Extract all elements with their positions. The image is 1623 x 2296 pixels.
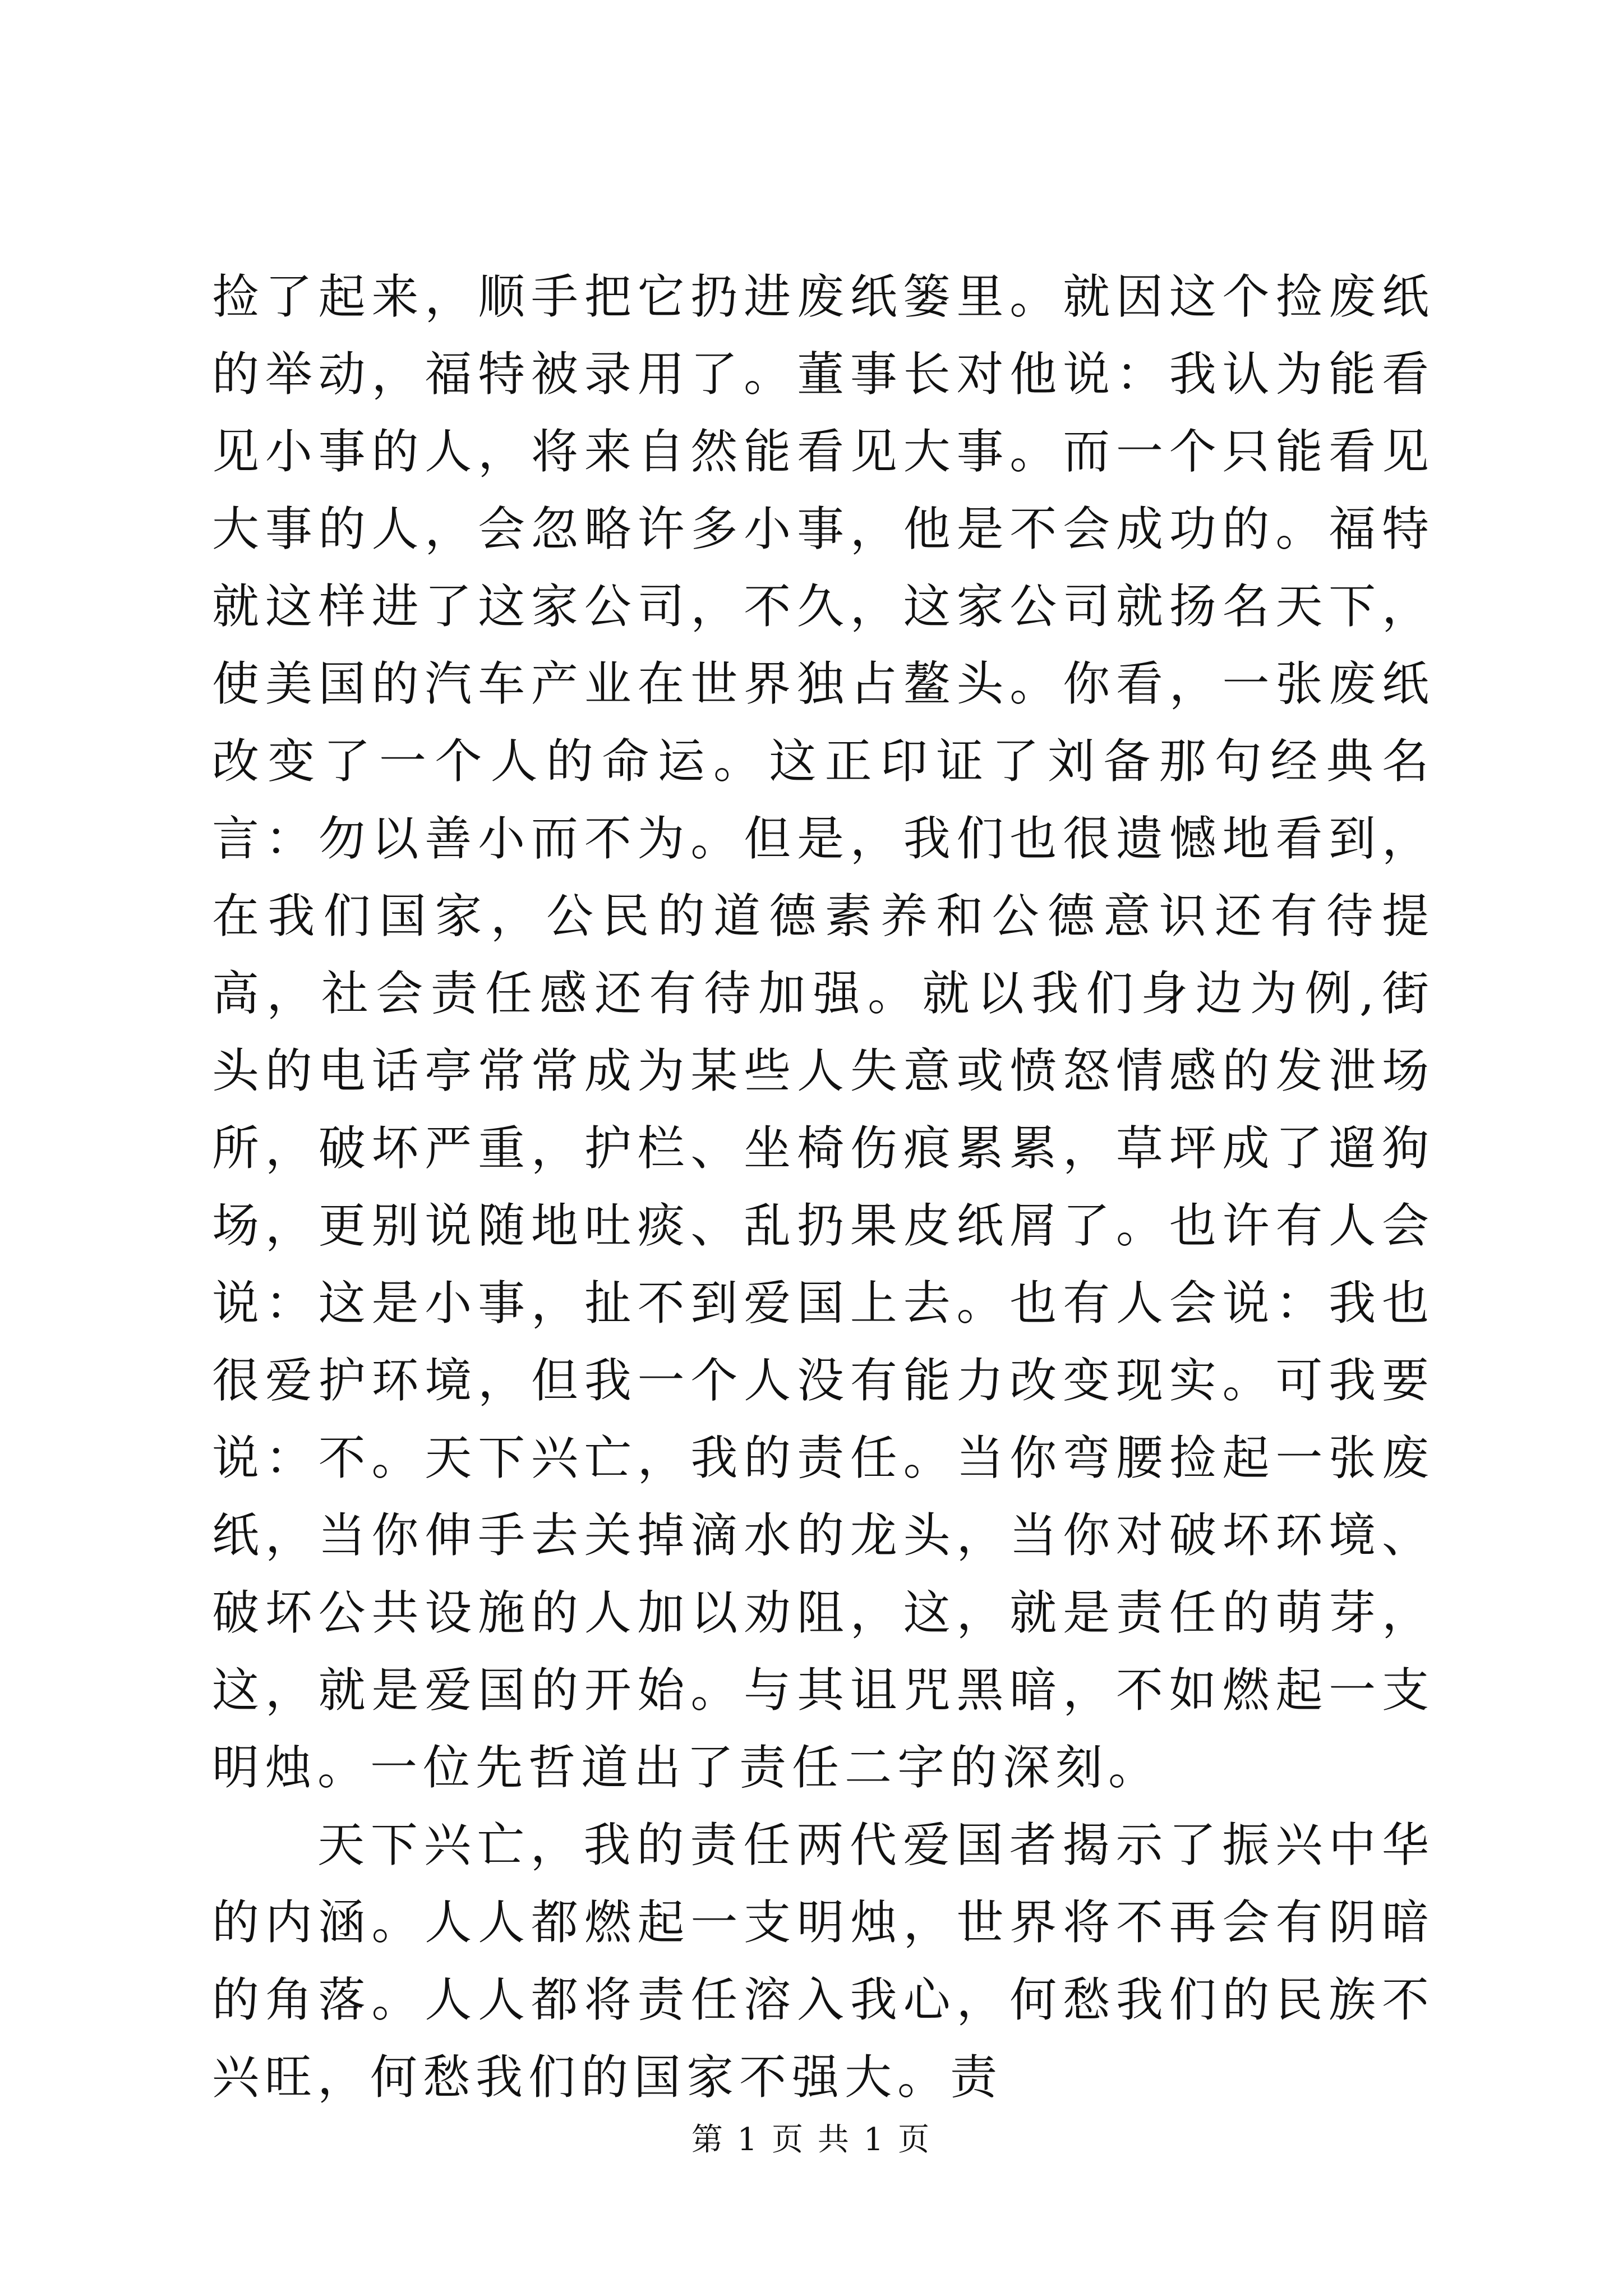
document-body [212,258,1435,2116]
body-paragraph-2: 天下兴亡，我的责任两代爱国者揭示了振兴中华的内涵。人人都燃起一支明烛，世界将不再会有阴暗的角落。人人都将责任溶入我心，何愁我们的民族不兴旺，何愁我们的国家不强大。责 [212,1818,1435,2105]
body-paragraph-1: 捡了起来，顺手把它扔进废纸篓里。就因这个捡废纸的举动，福特被录用了。董事长对他说：我认为能看见小事的人，将来自然能看见大事。而一个只能看见大事的人，会忽略许多小事，他是不会成功的。福特就这样进了这家公司，不久，这家公司就扬名天下，使美国的汽车产业在世界独占鳌头。你看，一张废纸改变了一个人的命运。这正印证了刘备那句经典名言：勿以善小而不为。但是，我们也很遗憾地看到，在我们国家，公民的道德素养和公德意识还有待提高，社会责任感还有待加强。就以我们身边为例,街头的电话亭常常成为某些人失意或愤怒情感的发泄场所，破坏严重，护栏、坐椅伤痕累累，草坪成了遛狗场，更别说随地吐痰、乱扔果皮纸屑了。也许有人会说：这是小事，扯不到爱国上去。也有人会说：我也很爱护环境，但我一个人没有能力改变现实。可我要说：不。天下兴亡，我的责任。当你弯腰捡起一张废纸，当你伸手去关掉滴水的龙头，当你对破坏环境、破坏公共设施的人加以劝阻，这，就是责任的萌芽，这，就是爱国的开始。与其诅咒黑暗，不如燃起一支明烛。一位先哲道出了责任二字的深刻。 [212,269,1435,1795]
page-footer: 第 1 页 共 1 页 [691,2122,932,2158]
